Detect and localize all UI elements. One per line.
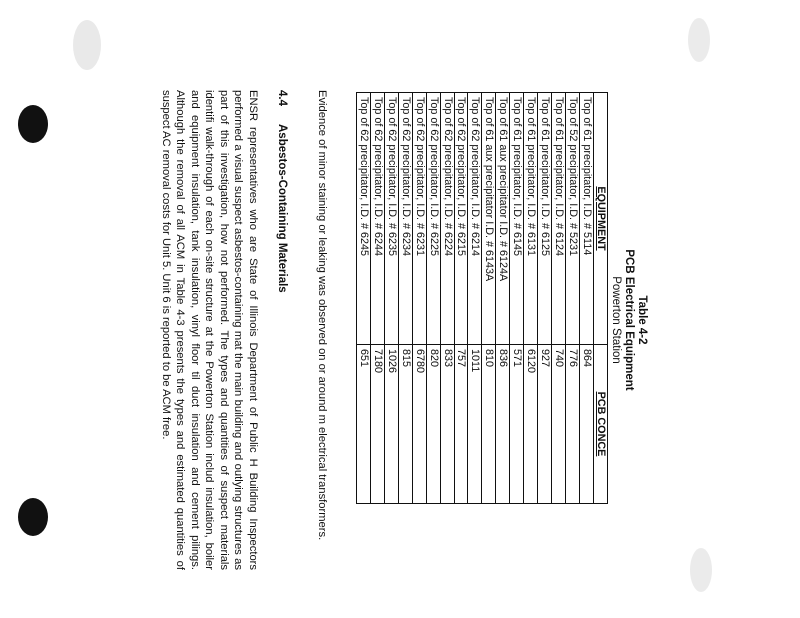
concentration-cell: 815 xyxy=(398,345,412,504)
scan-shadow xyxy=(688,18,710,62)
table-row xyxy=(440,93,454,504)
concentration-cell: 820 xyxy=(426,345,440,504)
equipment-cell: Top of 61 precipitator, I.D. # 6145 xyxy=(510,93,524,345)
equipment-cell: Top of 61 aux precipitator I.D. # 6124A xyxy=(496,93,510,345)
table-row xyxy=(510,93,524,504)
concentration-cell: 7180 xyxy=(370,345,384,504)
table-row xyxy=(468,93,482,504)
table-subtitle: Powerton Station xyxy=(610,276,622,364)
concentration-cell: 836 xyxy=(496,345,510,504)
concentration-cell: 1011 xyxy=(468,345,482,504)
equipment-cell: Top of 62 precipitator, I.D. # 6234 xyxy=(398,93,412,345)
equipment-cell: Top of 61 precipitator, I.D. # 6124 xyxy=(552,93,566,345)
equipment-cell: Top of 61 precipitator, I.D. # 6131 xyxy=(524,93,538,345)
column-header: EQUIPMENT xyxy=(594,93,608,345)
table-row xyxy=(566,93,580,504)
section-heading xyxy=(274,90,288,293)
table-row xyxy=(552,93,566,504)
equipment-cell: Top of 62 precipitator, I.D. # 6214 xyxy=(468,93,482,345)
table-title: PCB Electrical Equipment xyxy=(623,249,635,391)
table-header-row xyxy=(594,93,608,504)
equipment-cell: Top of 62 precipitator, I.D. # 6231 xyxy=(412,93,426,345)
section-title: Asbestos-Containing Materials xyxy=(276,124,288,293)
evidence-paragraph: Evidence of minor staining or leaking was observed on or around m electrical transformers. xyxy=(316,90,328,541)
table-row xyxy=(426,93,440,504)
pcb-equipment-table xyxy=(356,92,608,504)
table-row xyxy=(454,93,468,504)
section-number: 4.4 xyxy=(276,90,288,106)
table-row xyxy=(370,93,384,504)
concentration-cell: 810 xyxy=(482,345,496,504)
equipment-cell: Top of 62 precipitator, I.D. # 6224 xyxy=(440,93,454,345)
table-row xyxy=(496,93,510,504)
table-row xyxy=(398,93,412,504)
concentration-cell: 864 xyxy=(580,345,594,504)
equipment-cell: Top of 61 aux precipitator I.D. # 6143A xyxy=(482,93,496,345)
table-row xyxy=(580,93,594,504)
table-row xyxy=(412,93,426,504)
table-caption: Table 4-2 xyxy=(636,295,648,345)
table-body xyxy=(356,93,593,504)
concentration-cell: 757 xyxy=(454,345,468,504)
table-row xyxy=(538,93,552,504)
concentration-cell: 833 xyxy=(440,345,454,504)
table-row xyxy=(482,93,496,504)
equipment-cell: Top of 62 precipitator, I.D. # 6235 xyxy=(384,93,398,345)
concentration-cell: 651 xyxy=(356,345,370,504)
table-row xyxy=(524,93,538,504)
concentration-cell: 927 xyxy=(538,345,552,504)
hole-punch-mark xyxy=(18,498,48,536)
equipment-cell: Top of 52 precipitator, I.D. # 5231 xyxy=(566,93,580,345)
table-row xyxy=(384,93,398,504)
hole-punch-mark xyxy=(18,105,48,143)
concentration-cell: 6780 xyxy=(412,345,426,504)
scan-shadow xyxy=(73,20,101,70)
concentration-cell: 6120 xyxy=(524,345,538,504)
equipment-cell: Top of 61 precipitator, I.D. # 5114 xyxy=(580,93,594,345)
concentration-cell: 1026 xyxy=(384,345,398,504)
concentration-cell: 571 xyxy=(510,345,524,504)
concentration-cell: 776 xyxy=(566,345,580,504)
equipment-cell: Top of 62 precipitator, I.D. # 6215 xyxy=(454,93,468,345)
equipment-cell: Top of 62 precipitator, I.D. # 6244 xyxy=(370,93,384,345)
equipment-cell: Top of 62 precipitator, I.D. # 6225 xyxy=(426,93,440,345)
equipment-cell: Top of 61 precipitator, I.D. # 6125 xyxy=(538,93,552,345)
rotated-document-page xyxy=(159,90,650,570)
concentration-cell: 740 xyxy=(552,345,566,504)
equipment-cell: Top of 62 precipitator, I.D. # 6245 xyxy=(356,93,370,345)
table-row xyxy=(356,93,370,504)
column-header: PCB CONCE xyxy=(594,345,608,504)
asbestos-paragraph: ENSR representatives who are State of Illinois Department of Public H Building Inspectors performed a visual suspect asbestos-containing mat the main building and outlying structures as part of this investigation, how not performed. The types and quantities of suspect materials identifi walk-through of each on-site structure at the Powerton Station includ insulation, boiler and equipment insulation, tank insulation, vinyl floor til duct insulation and cement pilings. Although the removal of all ACM in Table 4-3 presents the types and estimated quantities of suspect AC removal costs for Unit 5. Unit 6 is reported to be ACM free. xyxy=(159,90,259,570)
scan-shadow xyxy=(690,548,712,592)
